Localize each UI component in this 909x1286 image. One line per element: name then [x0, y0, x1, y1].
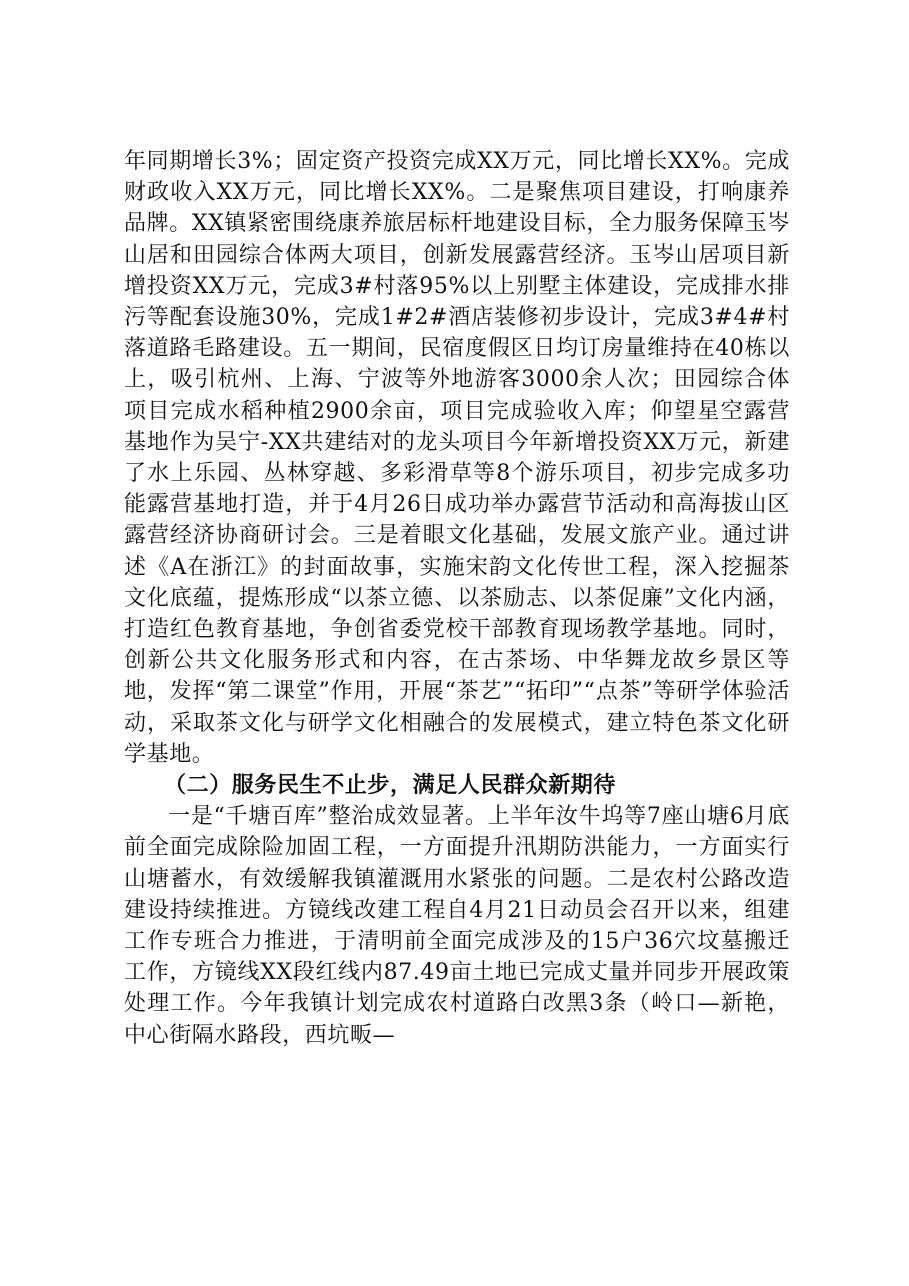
document-body	[124, 146, 790, 1051]
body-paragraph: 一是“千塘百库”整治成效显著。上半年汝牛坞等7座山塘6月底前全面完成除险加固工程，一方面提升汛期防洪能力，一方面实行山塘蓄水，有效缓解我镇灌溉用水紧张的问题。二是农村公路改造建设持续推进。方镜线改建工程自4月21日动员会召开以来，组建工作专班合力推进，于清明前全面完成涉及的15户36穴坟墓搬迁工作，方镜线XX段红线内87.49亩土地已完成丈量并同步开展政策处理工作。今年我镇计划完成农村道路白改黑3条（岭口—新艳，中心街隔水路段，西坑畈—	[124, 804, 790, 1048]
body-paragraph: 年同期增长3%；固定资产投资完成XX万元，同比增长XX%。完成财政收入XX万元，同比增长XX%。二是聚焦项目建设，打响康养品牌。XX镇紧密围绕康养旅居标杆地建设目标，全力服务保障玉岑山居和田园综合体两大项目，创新发展露营经济。玉岑山居项目新增投资XX万元，完成3#村落95%以上别墅主体建设，完成排水排污等配套设施30%，完成1#2#酒店装修初步设计，完成3#4#村落道路毛路建设。五一期间，民宿度假区日均订房量维持在40栋以上，吸引杭州、上海、宁波等外地游客3000余人次；田园综合体项目完成水稻种植2900余亩，项目完成验收入库；仰望星空露营基地作为吴宁-XX共建结对的龙头项目今年新增投资XX万元，新建了水上乐园、丛林穿越、多彩滑草等8个游乐项目，初步完成多功能露营基地打造，并于4月26日成功举办露营节活动和高海拔山区露营经济协商研讨会。三是着眼文化基础，发展文旅产业。通过讲述《A在浙江》的封面故事，实施宋韵文化传世工程，深入挖掘茶文化底蕴，提炼形成“以茶立德、以茶励志、以茶促廉”文化内涵，打造红色教育基地，争创省委党校干部教育现场教学基地。同时，创新公共文化服务形式和内容，在古茶场、中华舞龙故乡景区等地，发挥“第二课堂”作用，开展“茶艺”“拓印”“点茶”等研学体验活动，采取茶文化与研学文化相融合的发展模式，建立特色茶文化研学基地。	[124, 149, 790, 767]
section-heading: （二）服务民生不止步，满足人民群众新期待	[164, 772, 617, 799]
